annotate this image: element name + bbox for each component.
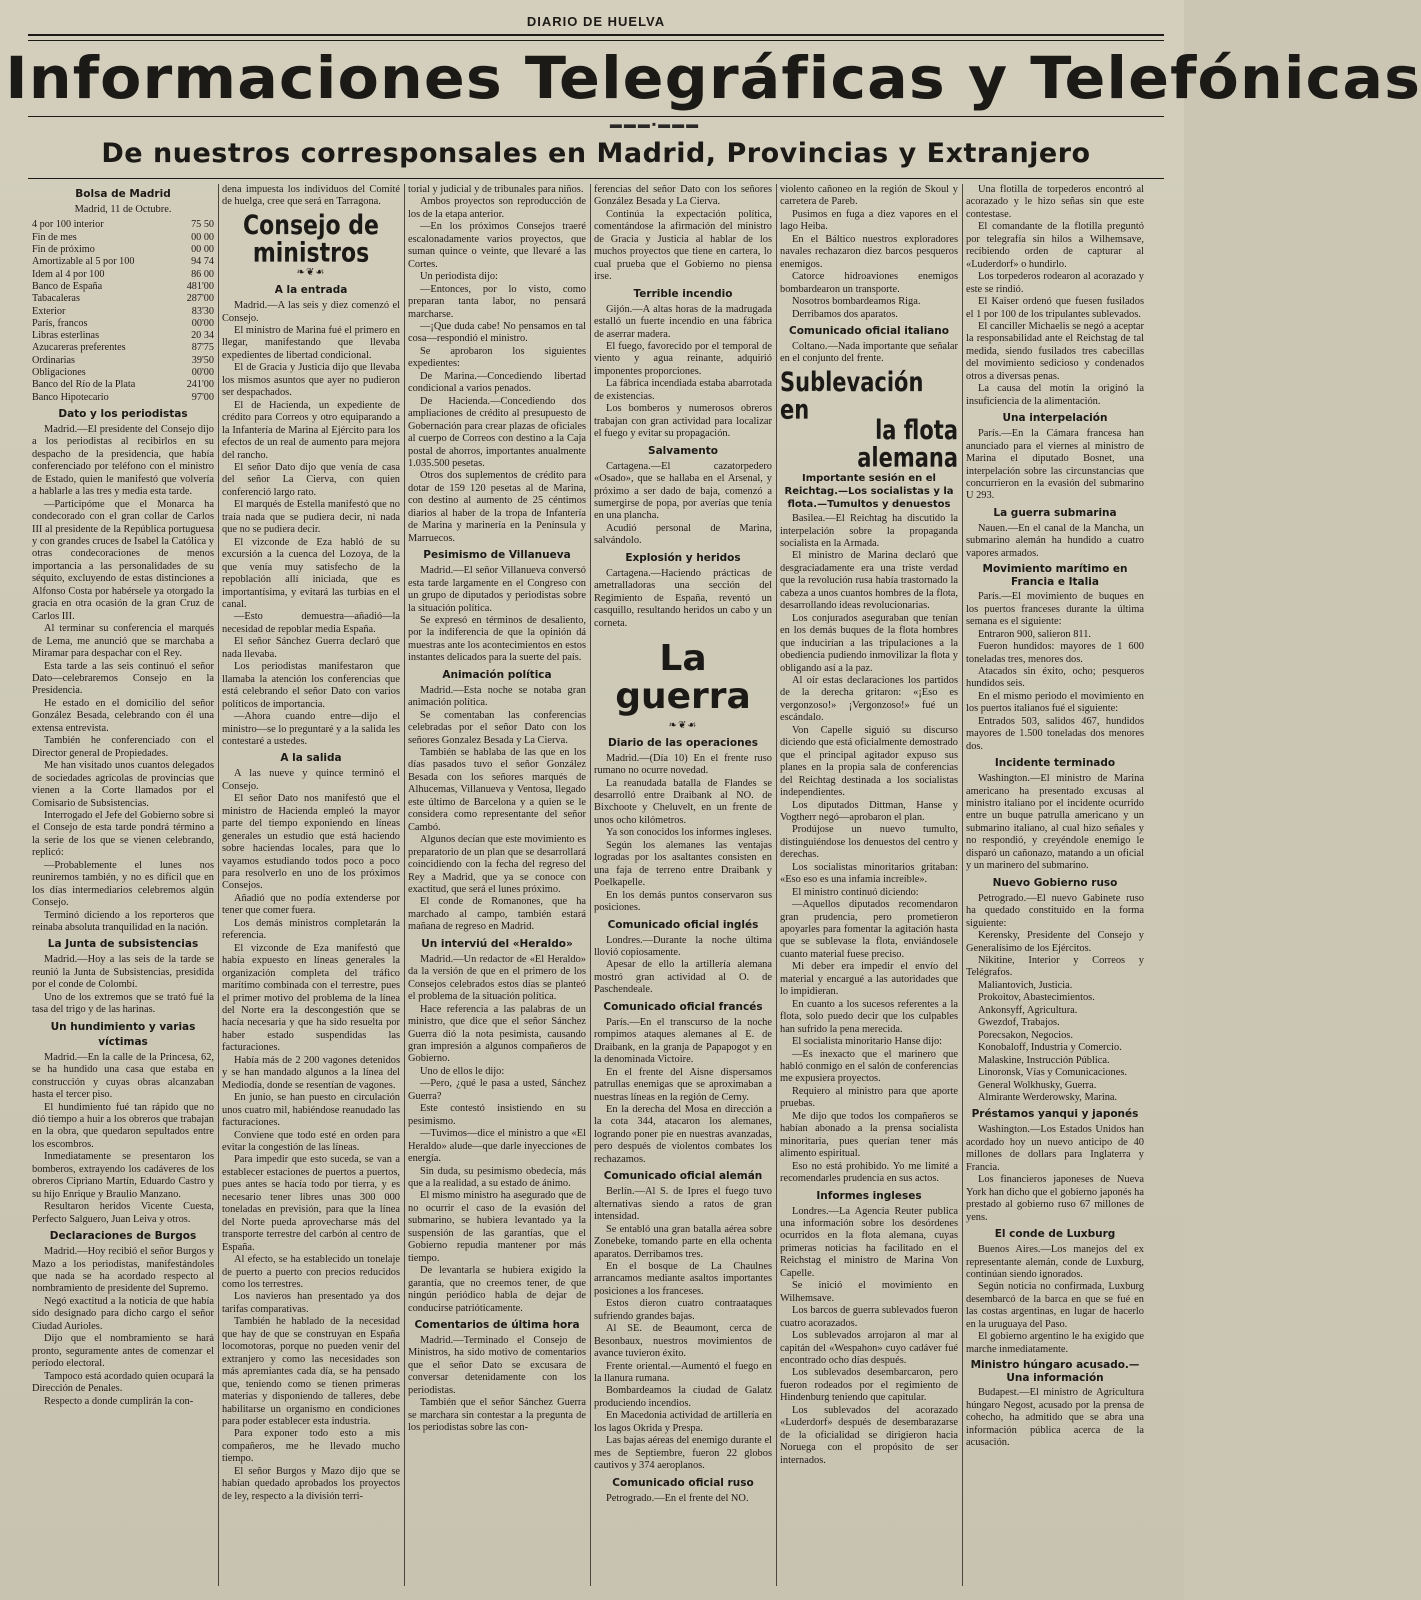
paragraph: Los sublevados arrojaron al mar al capitán del «Wespahon» cuyo cadáver fué encontrado ocho días después. <box>780 1330 958 1366</box>
section-heading: Incidente terminado <box>994 757 1116 770</box>
paragraph: Inmediatamente se presentaron los bomberos, extrayendo los cadáveres de los obreros Cipriano Martín, Eduardo Castro y su hijo Enrique y Braulio Manzano. <box>32 1151 214 1200</box>
table-row: Idem al 4 por 100 86 00 <box>32 268 214 280</box>
column-rule <box>404 184 405 1586</box>
section-heading: La guerra submarina <box>993 506 1117 519</box>
paragraph: Nikitine, Interior y Correos y Telégrafos. <box>966 955 1144 979</box>
paragraph: Otros dos suplementos de crédito para dotar de 159 120 pesetas al de Marina, con destino al aumento de 25 céntimos diarios al haber de la tropa de Infantería de Marina y marinería en la Península y Marruecos. <box>408 470 586 544</box>
section-heading: Comunicado oficial alemán <box>603 1170 763 1183</box>
paragraph: Al terminar su conferencia el marqués de Lema, me anunció que se marchaba a Miramar para despachar con el Rey. <box>32 623 214 660</box>
paragraph: Este contestó insistiendo en su pesimismo. <box>408 1103 586 1127</box>
paragraph: En el bosque de La Chaulnes arrancamos mediante asaltos importantes posiciones a los franceses. <box>594 1260 772 1297</box>
paragraph: Se inició el movimiento en Wilhemsave. <box>780 1280 958 1304</box>
paragraph: Fueron hundidos: mayores de 1 600 toneladas tres, menores dos. <box>966 641 1144 665</box>
paragraph: Mi deber era impedir el envío del material y encargué a las autoridades que lo impidieran. <box>780 961 958 998</box>
paragraph: Atacados sin éxito, ocho; pesqueros hundidos seis. <box>966 665 1144 690</box>
paragraph: En el mismo periodo el movimiento en los puertos italianos fué el siguiente: <box>966 690 1144 715</box>
column-2 <box>222 184 400 1586</box>
paragraph: Los sublevados desembarcaron, pero fueron rodeados por el regimiento de Hindenburg teniendo que capitular. <box>780 1367 958 1404</box>
paragraph: Los navieros han presentado ya dos tarifas comparativas. <box>222 1291 400 1315</box>
paragraph: ferencias del señor Dato con los señores González Besada y La Cierva. <box>594 184 772 208</box>
paragraph: violento cañoneo en la región de Skoul y carretera de Pareb. <box>780 184 958 208</box>
paragraph: En cuanto a los sucesos referentes a la flota, solo puedo decir que los culpables han sufrido la pena merecida. <box>780 998 958 1035</box>
paragraph: En Macedonia actividad de artillería en los lagos Okrida y Prespa. <box>594 1410 772 1434</box>
column-rule <box>776 184 777 1586</box>
paragraph: Coltano.—Nada importante que señalar en el conjunto del frente. <box>780 340 958 365</box>
divider <box>28 116 1164 117</box>
paragraph: Dijo que el nombramiento se hará pronto, seguramente antes de comenzar el período electoral. <box>32 1333 214 1370</box>
table-row: Ordinarias 39'50 <box>32 354 214 366</box>
paragraph: Los diputados Dittman, Hanse y Vogtherr negó—aprobaron el plan. <box>780 799 958 823</box>
paragraph: Los barcos de guerra sublevados fueron cuatro acorazados. <box>780 1305 958 1329</box>
paragraph: En la derecha del Mosa en dirección a la cota 344, atacaron los alemanes, logrando poner pie en nuestras avanzadas, pero después de violentos combates los rechazamos. <box>594 1103 772 1165</box>
paragraph: Prokoitov, Abastecimientos. <box>978 992 1095 1004</box>
paragraph: Madrid.—Hoy recibió el señor Burgos y Mazo a los periodistas, manifestándoles que nada se ha acordado respecto al nombramiento de presidente del Supremo. <box>32 1246 214 1295</box>
paragraph: Los bomberos y numerosos obreros trabajan con gran actividad para localizar el fuego y evitar su propagación. <box>594 403 772 440</box>
paragraph: Negó exactitud a la noticia de que había sido designado para dicho cargo el señor Ciudad Aurioles. <box>32 1295 214 1332</box>
paragraph: Washington.—El ministro de Marina americano ha presentado excusas al ministro italiano por el incidente ocurrido entre un buque patrulla americano y un submarino italiano, al cual hizo señales y no respondió, y creyéndole enemigo le disparó un cañonazo, matando a un oficial y un marinero del submarino. <box>966 773 1144 872</box>
paragraph: Los conjurados aseguraban que tenían en los demás buques de la flota hombres que inducirían a las tripulaciones a la obediencia pudiendo inmovilizar la flota y obligando así a la paz. <box>780 612 958 674</box>
section-heading: Pesimismo de Villanueva <box>423 549 571 562</box>
paragraph: Al oír estas declaraciones los partidos de la derecha gritaron: «¡Eso es vergonzoso!» ¡Vergonzoso!» fué un escándalo. <box>780 674 958 724</box>
paragraph: Me dijo que todos los compañeros se habían abonado a la prensa socialista minoritaria, pues querían tener más alimento espiritual. <box>780 1110 958 1160</box>
table-row: Tabacaleras 287'00 <box>32 293 214 305</box>
section-heading: Comentarios de última hora <box>414 1318 580 1331</box>
paragraph: Malaskine, Instrucción Pública. <box>978 1054 1110 1066</box>
paragraph: —En los próximos Consejos traeré escalonadamente varios proyectos, que suman quince o veinte, que llevaré a las Cortes. <box>408 221 586 270</box>
paragraph: —Entonces, por lo visto, como preparan tanta labor, no pensará marcharse. <box>408 283 586 320</box>
section-heading: Préstamos yanqui y japonés <box>971 1108 1139 1121</box>
paragraph: Uno de ellos le dijo: <box>420 1065 505 1077</box>
paragraph: Al efecto, se ha establecido un tonelaje de puerto a puerto con precios reducidos como los terrestres. <box>222 1254 400 1290</box>
paragraph: También he conferenciado con el Director general de Propiedades. <box>32 735 214 759</box>
paragraph: Entrados 503, salidos 467, hundidos mayores de 1.500 toneladas dos menores dos. <box>966 715 1144 752</box>
paragraph: De Hacienda.—Concediendo dos ampliaciones de crédito al presupuesto de Gobernación para crear plazas de oficiales al cuerpo de Correos con destino a la Caja postal de ahorros, importantes anualmente 1.035.500 pesetas. <box>408 395 586 469</box>
table-row: Libras esterlinas 20 34 <box>32 330 214 342</box>
section-heading: Terrible incendio <box>633 287 733 300</box>
paragraph: Buenos Aires.—Los manejos del ex representante alemán, conde de Luxburg, continúan siendo ignorados. <box>966 1244 1144 1280</box>
paragraph: El señor Burgos y Mazo dijo que se habían quedado aprobados los proyectos de ley, respecto a la división terri- <box>222 1465 400 1502</box>
section-heading: Importante sesión en el Reichtag.—Los socialistas y la flota.—Tumultos y denuestos <box>784 473 954 511</box>
paragraph: Madrid.—A las seis y diez comenzó el Consejo. <box>222 300 400 324</box>
table-row: París, francos 00'00 <box>32 317 214 329</box>
section-heading: Bolsa de Madrid <box>75 188 171 200</box>
ornament: ❧❦☙ <box>668 719 698 731</box>
paragraph: Catorce hidroaviones enemigos bombardearon un transporte. <box>780 271 958 295</box>
paragraph: Madrid.—(Día 10) En el frente ruso rumano no ocurre novedad. <box>594 752 772 777</box>
paragraph: Los demás ministros completarán la referencia. <box>222 917 400 942</box>
paragraph: París.—En la Cámara francesa han anunciado para el viernes al ministro de Marina el diputado Bosnet, una interpelación sobre las circunstancias que concurrieron en la evasión del submarino U 293. <box>966 428 1144 502</box>
paragraph: La causa del motín la originó la insuficiencia de la alimentación. <box>966 383 1144 407</box>
paragraph: Uno de los extremos que se trató fué la tasa del trigo y de las harinas. <box>32 991 214 1016</box>
table-row: Fin de próximo 00 00 <box>32 244 214 256</box>
paragraph: Prodújose un nuevo tumulto, distinguiéndose los denuestos del centro y derechas. <box>780 824 958 861</box>
paragraph: Bombardeamos la ciudad de Galatz produciendo incendios. <box>594 1385 772 1409</box>
section-heading: Salvamento <box>648 444 718 457</box>
article-title: Sublevación en <box>780 367 924 425</box>
column-rule <box>962 184 963 1586</box>
paragraph: También se hablaba de las que en los días pasados tuvo el señor González Besada con los señores marqués de Alhucemas, Villanueva y Ventosa, llegado este último de Barcelona y a quien se le considera como representante del señor Cambó. <box>408 747 586 833</box>
column-rule <box>218 184 219 1586</box>
table-row: Exterior 83'30 <box>32 305 214 317</box>
paragraph: Los sublevados del acorazado «Luderdorf» después de desembarazarse de la oficialidad se dirigieron hacia Noruega con el propósito de ser internados. <box>780 1404 958 1466</box>
paragraph: —Aquellos diputados recomendaron gran prudencia, pero prometieron apoyarles para fomentar la agitación hasta que se sublevase la flota, enviándosele cuanto material fuese preciso. <box>780 899 958 960</box>
paragraph: Sin duda, su pesimismo obedecía, más que a la realidad, a su estado de ánimo. <box>408 1165 586 1189</box>
section-heading: Explosión y heridos <box>625 551 741 564</box>
paragraph: Un periodista dijo: <box>420 271 498 283</box>
stock-table <box>32 219 214 403</box>
paragraph: Se aprobaron los siguientes expedientes: <box>408 345 586 370</box>
section-heading: Una interpelación <box>1002 412 1108 425</box>
paragraph: En el Báltico nuestros exploradores navales rechazaron diez barcos pesqueros enemigos. <box>780 233 958 270</box>
paragraph: Madrid.—El presidente del Consejo dijo a los periodistas al recibirlos en su despacho de la presidencia, que había conferenciado por teléfono con el ministro de Estado, quien le manifestó que volvería a hablarle a las tres y media esta tarde. <box>32 423 214 498</box>
paragraph: Los torpederos rodearon al acorazado y este se rindió. <box>966 271 1144 295</box>
paragraph: El ministro de Marina fué el primero en llegar, manifestando que llevaba expedientes de libertad condicional. <box>222 325 400 361</box>
paragraph: —Participóme que el Monarca ha condecorado con el gran collar de Carlos III al presidente de la República portuguesa y con grandes cruces de Isabel la Católica y otras condecoraciones de menos importancia a las personalidades de su séquito, excluyendo de estas distinciones a Alfonso Costa por habérsele ya otorgado la gracia en otra ocasión de la gran Cruz de Carlos III. <box>32 498 214 622</box>
table-row: Banco de España 481'00 <box>32 280 214 292</box>
paragraph: Se comentaban las conferencias celebradas por el señor Dato con los señores Gonzalez Besada y La Cierva. <box>408 709 586 746</box>
column-6 <box>966 184 1144 1586</box>
paragraph: —Ahora cuando entre—dijo el ministro—se lo preguntaré y a la salida les contestaré a ustedes. <box>222 711 400 747</box>
paragraph: Londres.—La Agencia Reuter publica una información sobre los desórdenes ocurridos en la flota alemana, cuyas primeras noticias ha facilitado en el Reichstag el ministro de Marina Von Capelle. <box>780 1205 958 1279</box>
table-row: Banco Hipotecario 97'00 <box>32 391 214 403</box>
paragraph: Cartagena.—El cazatorpedero «Osado», que se hallaba en el Arsenal, y próximo a ser dado de baja, comenzó a sumergirse de popa, por averías que tenía en una plancha. <box>594 460 772 522</box>
paragraph: París.—El movimiento de buques en los puertos franceses durante la última semana es el siguiente: <box>966 591 1144 628</box>
paragraph: Para exponer todo esto a mis compañeros, me he llevado mucho tiempo. <box>222 1428 400 1465</box>
section-heading: Comunicado oficial ruso <box>612 1476 754 1489</box>
page-title: Informaciones Telegráficas y Telefónicas <box>5 44 1421 112</box>
paragraph: —Pero, ¿qué le pasa a usted, Sánchez Guerra? <box>408 1078 586 1102</box>
paragraph: Continúa la expectación política, comentándose la afirmación del ministro de Gracia y Justicia al hablar de los muchos proyectos que tiene en cartera, lo cual prueba que el Gobierno no piensa irse. <box>594 208 772 283</box>
paragraph: El comandante de la flotilla preguntó por telegrafía sin hilos a Wilhemsave, recibiendo orden de capturar al «Luderdorf» o hundirlo. <box>966 221 1144 270</box>
table-row: Fin de mes 00 00 <box>32 231 214 243</box>
paragraph: El canciller Michaelis se negó a aceptar la responsabilidad ante el Reichstag de tal medida, siendo fusilados tres cabecillas del movimiento sedicioso y condenados otros a diversas penas. <box>966 320 1144 382</box>
paragraph: El marqués de Estella manifestó que no traía nada que se pudiera decir, ni nada que no se pudiera decir. <box>222 499 400 536</box>
divider <box>28 34 1164 36</box>
paragraph: Madrid.—En la calle de la Princesa, 62, se ha hundido una casa que estaba en construcción y cuyas obras alcanzaban hasta el tercer piso. <box>32 1051 214 1101</box>
paragraph: Resultaron heridos Vicente Cuesta, Perfecto Salguero, Juan Leiva y otros. <box>32 1201 214 1225</box>
paragraph: También que el señor Sánchez Guerra se marchara sin contestar a la pregunta de los periodistas sobre las con- <box>408 1397 586 1434</box>
paragraph: El ministro de Marina declaró que desgraciadamente era una triste verdad que la revolución rusa había trastornado la cabeza a unos cuantos hombres de la flota, desarrollando ideas revolucionarias. <box>780 550 958 612</box>
paragraph: Londres.—Durante la noche última llovió copiosamente. <box>594 934 772 958</box>
section-heading: Comunicado oficial francés <box>603 1000 763 1013</box>
paragraph: Petrogrado.—El nuevo Gabinete ruso ha quedado constituido en la forma siguiente: <box>966 892 1144 929</box>
paragraph: El de Gracia y Justicia dijo que llevaba los mismos asuntos que ayer no pudieron ser despachados. <box>222 362 400 399</box>
section-heading: Informes ingleses <box>816 1189 922 1202</box>
paragraph: dena impuesta los individuos del Comité de huelga, cree que será en Tarragona. <box>222 184 400 208</box>
paragraph: El mismo ministro ha asegurado que de no ocurrir el caso de la evasión del submarino, se hubiera levantado ya la suspensión de las garantías, que el Gobierno repudia mantener por más tiempo. <box>408 1190 586 1264</box>
paragraph: Según noticia no confirmada, Luxburg desembarcó de la barca en que se fué en las costas argentinas, en lugar de hacerlo en la uruguaya del Paso. <box>966 1281 1144 1330</box>
paragraph: El señor Dato dijo que venía de casa del señor La Cierva, con quien conferenció largo rato. <box>222 461 400 498</box>
section-heading: El conde de Luxburg <box>994 1228 1116 1241</box>
column-4 <box>594 184 772 1586</box>
paragraph: El hundimiento fué tan rápido que no dió tiempo a huir a los obreros que trabajan en la obra, que quedaron sepultados entre los escombros. <box>32 1101 214 1150</box>
paragraph: El fuego, favorecido por el temporal de viento y agua reinante, adquirió imponentes proporciones. <box>594 340 772 377</box>
table-row: Banco del Río de la Plata 241'00 <box>32 379 214 391</box>
paragraph: Respecto a donde cumplirán la con- <box>44 1395 194 1407</box>
paragraph: —Esto demuestra—añadió—la necesidad de repoblar media España. <box>222 611 400 635</box>
paragraph: El señor Sánchez Guerra declaró que nada llevaba. <box>222 636 400 660</box>
section-heading: Un interviú del «Heraldo» <box>421 937 573 950</box>
paragraph: Añadió que no podía extenderse por tener que comer fuera. <box>222 892 400 917</box>
paragraph: El de Hacienda, un expediente de crédito para Correos y otro equiparando a la Infantería de Marina al Ejército para los efectos de un real de aumento para mejora del rancho. <box>222 399 400 461</box>
ornament: ▬▬▬▪▬▬▬ <box>609 117 701 131</box>
paragraph: Madrid.—Terminado el Consejo de Ministros, ha sido motivo de comentarios que el señor Dato se excusara de conversar detenidamente con los periodistas. <box>408 1334 586 1396</box>
table-row: Amortizable al 5 por 100 94 74 <box>32 256 214 268</box>
running-head: DIARIO DE HUELVA <box>526 14 666 29</box>
section-heading: Movimiento marítimo en Francia e Italia <box>982 563 1128 589</box>
paragraph: Terminó diciendo a los reporteros que reinaba absoluta tranquilidad en la nación. <box>32 909 214 934</box>
paragraph: —Probablemente el lunes nos reuniremos también, y no es difícil que en los días intermediarios celebremos algún Consejo. <box>32 859 214 909</box>
paragraph: Se expresó en términos de desaliento, por la indiferencia de que la opinión dá muestras ante los acontecimientos en estos instantes delicados para la suerte del país. <box>408 614 586 664</box>
paragraph: —¡Que duda cabe! No pensamos en tal cosa—respondió el ministro. <box>408 320 586 345</box>
paragraph: He estado en el domicilio del señor González Besada, celebrando con él una extensa entrevista. <box>32 697 214 734</box>
paragraph: —Tuvimos—dice el ministro a que «El Heraldo» alude—que darle inyecciones de energía. <box>408 1128 586 1165</box>
paragraph: Los financieros japoneses de Nueva York han dicho que el gobierno japonés ha prestado al gobierno ruso 67 millones de yens. <box>966 1174 1144 1223</box>
page-subtitle: De nuestros corresponsales en Madrid, Provincias y Extranjero <box>101 138 1091 169</box>
paragraph: Gijón.—A altas horas de la madrugada estalló un fuerte incendio en una fábrica de aserrar madera. <box>594 303 772 340</box>
column-3 <box>408 184 586 1586</box>
section-heading: Diario de las operaciones <box>608 736 758 749</box>
paragraph: Linoronsk, Vías y Comunicaciones. <box>978 1067 1128 1079</box>
paragraph: Nosotros bombardeamos Riga. <box>792 296 921 308</box>
column-5 <box>780 184 958 1586</box>
paragraph: Almirante Werderowsky, Marina. <box>978 1092 1118 1103</box>
paragraph: En los demás puntos conservaron sus posiciones. <box>594 889 772 914</box>
paragraph: La fábrica incendiada estaba abarrotada de existencias. <box>594 378 772 402</box>
paragraph: Conviene que todo esté en orden para evitar la congestión de las líneas. <box>222 1129 400 1153</box>
section-heading: Comunicado oficial inglés <box>607 918 759 931</box>
section-heading: Nuevo Gobierno ruso <box>992 876 1118 889</box>
paragraph: Cartagena.—Haciendo prácticas de ametralladoras una sección del Regimiento de España, reventó un casquillo, resultando heridos un cabo y un corneta. <box>594 567 772 629</box>
paragraph: De levantarla se hubiera exigido la garantía, que no creemos tener, de que ningún periódico habla de dejar de conducirse patrióticamente. <box>408 1265 586 1314</box>
paragraph: Eso no está prohibido. Yo me limité a recomendarles prudencia en sus actos. <box>780 1160 958 1185</box>
paragraph: Tampoco está acordado quien ocupará la Dirección de Penales. <box>32 1370 214 1395</box>
paragraph: Esta tarde a las seis continuó el señor Dato—celebraremos Consejo en la Presidencia. <box>32 660 214 697</box>
paragraph: Basilea.—El Reichtag ha discutido la interpelación sobre la propaganda socialista en la Armada. <box>780 513 958 549</box>
table-row: Obligaciones 00'00 <box>32 367 214 379</box>
paragraph: Nauen.—En el canal de la Mancha, un submarino alemán ha hundido a cuatro vapores armados. <box>966 522 1144 559</box>
section-heading: Animación política <box>442 668 552 681</box>
paragraph: Gwezdof, Trabajos. <box>978 1017 1060 1029</box>
paragraph: La reanudada batalla de Flandes se desarrolló entre Draibank al NO. de Bixchoote y Cheluvelt, en un frente de unos ocho kilómetros. <box>594 777 772 826</box>
section-heading: Un hundimiento y varias víctimas <box>50 1020 196 1048</box>
paragraph: Apesar de ello la artillería alemana mostró gran actividad al O. de Paschendeale. <box>594 959 772 996</box>
ornament: ❧❦☙ <box>296 267 326 279</box>
divider <box>28 178 1164 179</box>
paragraph: También he hablado de la necesidad que hay de que se construyan en España locomotoras, porque no pueden venir del extranjero y como las necesidades son más apremiantes cada día, se ha pensado que, teniendo como se tienen primeras materias y disponiendo de talleres, debe habilitarse un organismo en condiciones para poder establecer esta industria. <box>222 1316 400 1427</box>
paragraph: Von Capelle siguió su discurso diciendo que está oficialmente demostrado que el principal agitador expuso sus planes en la propia sala de conferencias del Reichtag destinada a los socialistas independientes. <box>780 724 958 799</box>
paragraph: Berlín.—Al S. de Ipres el fuego tuvo alternativas siendo a ratos de gran intensidad. <box>594 1186 772 1223</box>
article-title: la flota alemana <box>857 415 958 473</box>
section-heading: Comunicado oficial italiano <box>789 324 949 337</box>
paragraph: El vizconde de Eza habló de su excursión a la cuenca del Lozoya, de la que venía muy satisfecho de la repoblación allí iniciada, que es importantísima, y evitará las turbias en el canal. <box>222 536 400 610</box>
paragraph: Ya son conocidos los informes ingleses. <box>606 827 772 839</box>
paragraph: El señor Dato nos manifestó que el ministro de Hacienda empleó la mayor parte del tiempo exponiendo en líneas generales un estudio que está haciendo sobre haciendas locales, para que lo vayamos estudiando todos poco a poco para resolverlo en uno de los próximos Consejos. <box>222 793 400 892</box>
paragraph: Maliantovich, Justicia. <box>978 979 1073 991</box>
paragraph: Una flotilla de torpederos encontró al acorazado y le hizo señas sin que este contestase. <box>966 184 1144 220</box>
paragraph: Pusimos en fuga a diez vapores en el lago Heiba. <box>780 208 958 233</box>
paragraph: Según los alemanes las ventajas logradas por los asaltantes consisten en una faja de terreno entre Draibank y Poelkapelle. <box>594 839 772 889</box>
paragraph: Ankonsyff, Agricultura. <box>978 1004 1078 1016</box>
paragraph: Estos dieron cuatro contraataques sufriendo grandes bajas. <box>594 1298 772 1322</box>
article-title: Consejo de ministros <box>243 211 379 269</box>
paragraph: Kerensky, Presidente del Consejo y Generalísimo de los Ejércitos. <box>966 930 1144 954</box>
section-heading: Declaraciones de Burgos <box>49 1230 197 1243</box>
paragraph: Porecsakon, Negocios. <box>978 1029 1073 1041</box>
paragraph: Había más de 2 200 vagones detenidos y se han mandado algunos a la línea del Mediodía, donde se resentían de vagones. <box>222 1054 400 1091</box>
article-title: La guerra <box>615 638 751 717</box>
paragraph: Washington.—Los Estados Unidos han acordado hoy un nuevo anticipo de 40 millones de dollars para Inglaterra y Francia. <box>966 1124 1144 1173</box>
paragraph: General Wolkhusky, Guerra. <box>978 1079 1097 1091</box>
paragraph: El ministro continuó diciendo: <box>792 886 919 898</box>
column-rule <box>590 184 591 1586</box>
paragraph: Ambos proyectos son reproducción de los de la etapa anterior. <box>408 196 586 220</box>
section-heading: La Junta de subsistencias <box>47 938 199 951</box>
paragraph: A las nueve y quince terminó el Consejo. <box>222 768 400 792</box>
paragraph: El conde de Romanones, que ha marchado al campo, también estará mañana de regreso en Madrid. <box>408 896 586 933</box>
paragraph: El gobierno argentino le ha exigido que marche inmediatamente. <box>966 1331 1144 1355</box>
dateline: Madrid, 11 de Octubre. <box>74 204 172 215</box>
paragraph: De Marina.—Concediendo libertad condicional a varios penados. <box>408 370 586 395</box>
paragraph: Los periodistas manifestaron que llamaba la atención los conferencias que está celebrando el señor Dato con varios políticos de importancia. <box>222 661 400 710</box>
paragraph: —Es inexacto que el marinero que habló conmigo en el salón de conferencias me expusiera proyectos. <box>780 1048 958 1085</box>
paragraph: Budapest.—El ministro de Agricultura húngaro Negost, acusado por la prensa de cohecho, ha admitido que se abra una información pública acerca de la acusación. <box>966 1387 1144 1448</box>
paragraph: En junio, se han puesto en circulación unos cuatro mil, habiéndose reanudado las facturaciones. <box>222 1092 400 1129</box>
table-row: Azucareras preferentes 87'75 <box>32 342 214 354</box>
paragraph: torial y judicial y de tribunales para niños. <box>408 184 584 195</box>
paragraph: Entraron 900, salieron 811. <box>978 628 1092 640</box>
divider <box>28 40 1164 41</box>
paragraph: Al SE. de Beaumont, cerca de Besonbaux, nuestros movimientos de avance tuvieron éxito. <box>594 1323 772 1360</box>
paragraph: Interrogado el Jefe del Gobierno sobre si el Consejo de esta tarde pondrá término a la serie de los que se vienen celebrando, replicó: <box>32 809 214 859</box>
paragraph: El Kaiser ordenó que fuesen fusilados el 1 por 100 de los tripulantes sublevados. <box>966 296 1144 320</box>
table-row: 4 por 100 interior 75 50 <box>32 219 214 231</box>
paragraph: París.—En el transcurso de la noche rompimos ataques alemanes al E. de Draibank, en la granja de Papapogot y en la denominada Victoire. <box>594 1016 772 1066</box>
paragraph: El vizconde de Eza manifestó que había expuesto en líneas generales la organización completa del tráfico marítimo combinada con el terrestre, pues el primer motivo del problema de la línea del Norte era la descongestión que se hacía necesaria y que ha sido resuelta por haber estado suspendidas las facturaciones. <box>222 942 400 1054</box>
paragraph: Petrogrado.—En el frente del NO. <box>606 1492 749 1504</box>
section-heading: Dato y los periodistas <box>58 407 188 420</box>
paragraph: En el frente del Aisne dispersamos patrullas enemigas que se aproximaban a nuestras líneas en la región de Cerny. <box>594 1066 772 1103</box>
paragraph: Acudió personal de Marina, salvándolo. <box>594 522 772 547</box>
paragraph: Me han visitado unos cuantos delegados de sociedades agrícolas de provincias que vienen a la Corte llamados por el Comisario de Subsistencias. <box>32 760 214 809</box>
paragraph: Madrid.—Un redactor de «El Heraldo» da la versión de que en el primero de los Consejos celebrados estos días se planteó el problema de la situación política. <box>408 953 586 1003</box>
paragraph: Requiero al ministro para que aporte pruebas. <box>780 1085 958 1110</box>
paragraph: Derribamos dos aparatos. <box>792 308 898 320</box>
paragraph: Madrid.—Hoy a las seis de la tarde se reunió la Junta de Subsistencias, presidida por el conde de Colombí. <box>32 954 214 991</box>
paragraph: Frente oriental.—Aumentó el fuego en la llanura rumana. <box>594 1360 772 1385</box>
paragraph: Konobaloff, Industria y Comercio. <box>978 1042 1122 1054</box>
paragraph: Los socialistas minoritarios gritaban: «Eso eso es una infamia increíble». <box>780 861 958 886</box>
paragraph: Algunos decían que este movimiento es preparatorio de un plan que se desarrollará coincidiendo con la fecha del regreso del Rey a Madrid, que ya se conoce con exactitud, que será el lunes próximo. <box>408 834 586 896</box>
paragraph: El socialista minoritario Hanse dijo: <box>792 1036 943 1048</box>
paragraph: Madrid.—El señor Villanueva conversó esta tarde largamente en el Congreso con un grupo de diputados y periodistas sobre la situación política. <box>408 565 586 614</box>
section-heading: A la salida <box>280 752 342 765</box>
section-heading: A la entrada <box>274 284 348 297</box>
section-heading: Ministro húngaro acusado.—Una información <box>970 1359 1140 1385</box>
paragraph: Las bajas aéreas del enemigo durante el mes de Septiembre, fueron 22 globos cautivos y 374 aeroplanos. <box>594 1435 772 1472</box>
paragraph: Hace referencia a las palabras de un ministro, que dice que el señor Sánchez Guerra dió la nota pesimista, causando gran impresión a algunos compañeros de Gobierno. <box>408 1003 586 1065</box>
paragraph: Para impedir que esto suceda, se van a establecer estaciones de puertos a puertos, pues antes se hacía todo por tierra, y es necesario tener libres unas 300 000 toneladas en previsión, para que la línea del Norte pueda aprovecharse más del transporte terrestre del carbón al centro de España. <box>222 1154 400 1253</box>
paragraph: Se entabló una gran batalla aérea sobre Zonebeke, tomando parte en ella ochenta aparatos. Derribamos tres. <box>594 1223 772 1260</box>
column-1 <box>32 184 214 1586</box>
paragraph: Madrid.—Esta noche se notaba gran animación política. <box>408 684 586 709</box>
